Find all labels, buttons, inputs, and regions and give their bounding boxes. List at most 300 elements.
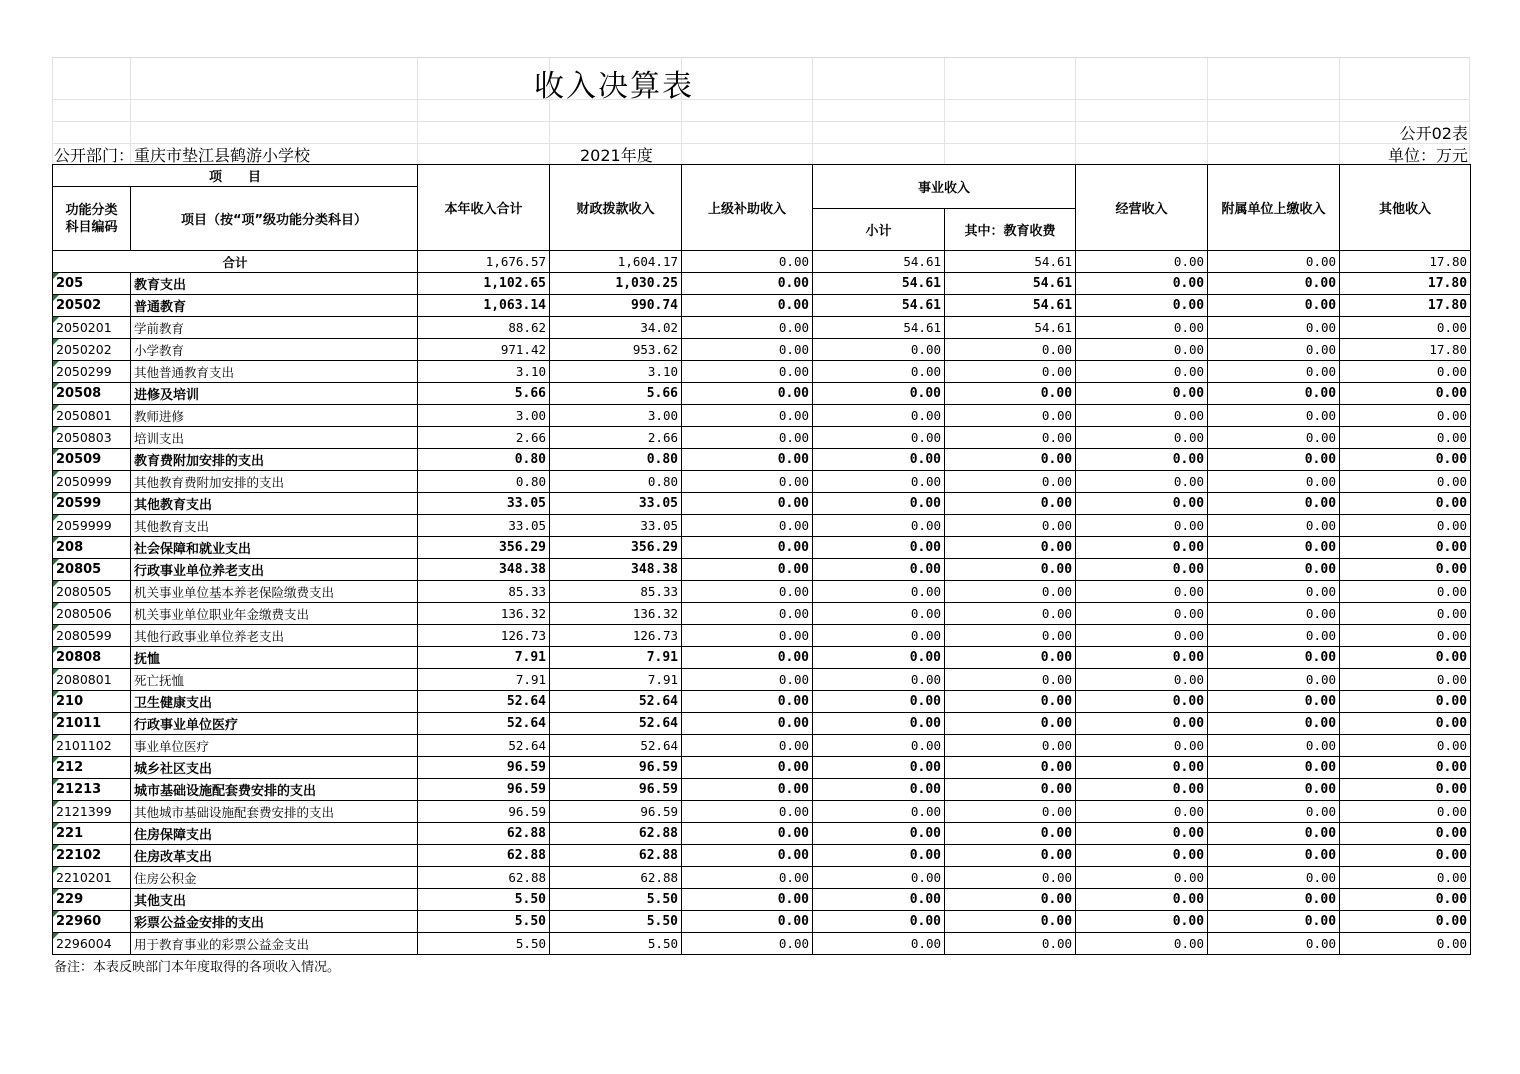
table-row	[53, 427, 1471, 449]
row-value: 0.00	[682, 691, 813, 713]
row-value: 0.00	[1076, 713, 1208, 735]
row-value: 0.00	[682, 911, 813, 933]
row-value: 0.00	[1208, 537, 1340, 559]
row-value: 3.00	[550, 405, 682, 427]
row-value: 0.00	[1208, 867, 1340, 889]
row-value: 0.00	[813, 515, 945, 537]
gridline	[1339, 58, 1340, 165]
row-value: 0.00	[682, 933, 813, 955]
row-code: 2050299	[53, 361, 131, 383]
row-value: 0.00	[1208, 361, 1340, 383]
row-value: 0.00	[1076, 735, 1208, 757]
row-value: 0.00	[945, 537, 1076, 559]
row-value: 0.00	[813, 867, 945, 889]
row-value: 0.00	[1340, 911, 1471, 933]
row-value: 0.00	[1340, 933, 1471, 955]
row-value: 0.00	[682, 383, 813, 405]
row-value: 0.00	[1208, 383, 1340, 405]
row-value: 0.00	[682, 515, 813, 537]
row-value: 0.00	[682, 779, 813, 801]
header-fiscal: 财政拨款收入	[550, 165, 682, 251]
row-value: 0.00	[813, 537, 945, 559]
row-value: 0.00	[1340, 779, 1471, 801]
row-value: 0.00	[682, 757, 813, 779]
header-education-fee: 其中：教育收费	[945, 209, 1076, 251]
row-value: 0.00	[813, 449, 945, 471]
gridline	[1207, 58, 1208, 165]
row-value: 3.10	[550, 361, 682, 383]
table-row	[53, 867, 1471, 889]
row-name: 小学教育	[131, 339, 418, 361]
row-value: 0.00	[1076, 691, 1208, 713]
row-value: 0.00	[945, 405, 1076, 427]
gridline	[52, 121, 1470, 122]
row-value: 7.91	[418, 647, 550, 669]
row-name: 彩票公益金安排的支出	[131, 911, 418, 933]
row-name: 机关事业单位职业年金缴费支出	[131, 603, 418, 625]
row-value: 96.59	[418, 757, 550, 779]
row-value: 33.05	[418, 515, 550, 537]
row-code: 21011	[53, 713, 131, 735]
table-row	[53, 273, 1471, 295]
row-value: 52.64	[418, 713, 550, 735]
row-name: 用于教育事业的彩票公益金支出	[131, 933, 418, 955]
row-code: 20508	[53, 383, 131, 405]
row-code: 2210201	[53, 867, 131, 889]
row-value: 0.00	[1208, 449, 1340, 471]
total-row	[53, 251, 1471, 273]
row-value: 54.61	[813, 317, 945, 339]
row-value: 348.38	[550, 559, 682, 581]
row-code: 22960	[53, 911, 131, 933]
row-code: 221	[53, 823, 131, 845]
row-value: 0.80	[418, 471, 550, 493]
row-value: 0.00	[1208, 339, 1340, 361]
row-value: 0.00	[1076, 405, 1208, 427]
table-row	[53, 317, 1471, 339]
row-value: 0.00	[1340, 845, 1471, 867]
row-value: 0.00	[682, 449, 813, 471]
row-value: 62.88	[550, 867, 682, 889]
row-value: 0.00	[1340, 823, 1471, 845]
row-value: 0.00	[1076, 867, 1208, 889]
row-code: 20502	[53, 295, 131, 317]
row-value: 0.00	[813, 647, 945, 669]
row-value: 0.00	[1076, 845, 1208, 867]
row-value: 5.50	[418, 889, 550, 911]
table-row	[53, 625, 1471, 647]
row-value: 1,102.65	[418, 273, 550, 295]
gridline	[944, 58, 945, 165]
row-value: 5.66	[418, 383, 550, 405]
row-value: 0.00	[945, 735, 1076, 757]
row-value: 2.66	[418, 427, 550, 449]
row-value: 54.61	[813, 295, 945, 317]
row-value: 1,063.14	[418, 295, 550, 317]
row-value: 0.00	[1208, 823, 1340, 845]
row-value: 0.00	[682, 845, 813, 867]
table-row	[53, 735, 1471, 757]
total-label: 合计	[53, 251, 418, 273]
row-value: 0.00	[945, 625, 1076, 647]
row-value: 0.00	[1076, 471, 1208, 493]
row-value: 0.00	[1076, 273, 1208, 295]
row-value: 0.00	[945, 515, 1076, 537]
row-value: 0.00	[1208, 603, 1340, 625]
row-value: 54.61	[945, 295, 1076, 317]
row-value: 0.00	[1208, 427, 1340, 449]
row-value: 0.80	[418, 449, 550, 471]
row-value: 0.00	[1076, 889, 1208, 911]
gridline	[1075, 58, 1076, 165]
row-value: 0.00	[1208, 273, 1340, 295]
row-value: 0.00	[682, 427, 813, 449]
row-value: 0.00	[682, 735, 813, 757]
row-value: 52.64	[550, 691, 682, 713]
row-value: 0.00	[682, 867, 813, 889]
table-row	[53, 361, 1471, 383]
row-value: 0.00	[1076, 779, 1208, 801]
row-value: 0.00	[945, 779, 1076, 801]
total-value: 0.00	[682, 251, 813, 273]
row-name: 其他普通教育支出	[131, 361, 418, 383]
row-name: 教育费附加安排的支出	[131, 449, 418, 471]
row-value: 356.29	[550, 537, 682, 559]
header-total: 本年收入合计	[418, 165, 550, 251]
row-value: 0.00	[1208, 581, 1340, 603]
row-value: 0.00	[1208, 669, 1340, 691]
table-row	[53, 471, 1471, 493]
header-name: 项目（按“项”级功能分类科目）	[131, 187, 418, 251]
table-row	[53, 801, 1471, 823]
row-value: 0.80	[550, 471, 682, 493]
header-superior: 上级补助收入	[682, 165, 813, 251]
row-value: 136.32	[550, 603, 682, 625]
row-value: 0.00	[813, 339, 945, 361]
row-value: 0.00	[813, 801, 945, 823]
row-value: 0.00	[682, 669, 813, 691]
row-value: 0.00	[1340, 713, 1471, 735]
gridline	[1469, 58, 1470, 165]
row-value: 0.00	[1076, 933, 1208, 955]
row-value: 0.00	[813, 845, 945, 867]
row-value: 348.38	[418, 559, 550, 581]
row-value: 62.88	[550, 823, 682, 845]
page-title: 收入决算表	[534, 69, 694, 104]
row-value: 0.00	[1208, 559, 1340, 581]
row-value: 0.00	[1340, 581, 1471, 603]
header-operating: 经营收入	[1076, 165, 1208, 251]
table-row	[53, 933, 1471, 955]
table-row	[53, 845, 1471, 867]
row-value: 0.00	[1208, 317, 1340, 339]
row-value: 126.73	[550, 625, 682, 647]
row-name: 死亡抚恤	[131, 669, 418, 691]
row-value: 0.00	[1208, 691, 1340, 713]
row-value: 0.00	[1340, 867, 1471, 889]
row-value: 52.64	[550, 735, 682, 757]
table-row	[53, 449, 1471, 471]
row-value: 0.00	[945, 339, 1076, 361]
row-value: 0.00	[813, 911, 945, 933]
row-value: 33.05	[550, 493, 682, 515]
table-row	[53, 889, 1471, 911]
unit-label: 单位：万元	[1387, 146, 1468, 165]
row-value: 96.59	[550, 779, 682, 801]
row-value: 0.00	[1076, 669, 1208, 691]
table-row	[53, 295, 1471, 317]
row-value: 0.00	[813, 669, 945, 691]
row-value: 54.61	[945, 317, 1076, 339]
row-value: 0.00	[945, 427, 1076, 449]
row-value: 5.50	[550, 889, 682, 911]
row-code: 210	[53, 691, 131, 713]
row-value: 0.00	[1076, 559, 1208, 581]
row-value: 96.59	[550, 757, 682, 779]
fiscal-year: 2021年度	[580, 146, 653, 165]
row-value: 126.73	[418, 625, 550, 647]
row-code: 205	[53, 273, 131, 295]
row-value: 0.00	[1076, 449, 1208, 471]
total-value: 0.00	[1076, 251, 1208, 273]
row-code: 2050202	[53, 339, 131, 361]
row-value: 0.00	[1340, 625, 1471, 647]
table-row	[53, 339, 1471, 361]
total-value: 17.80	[1340, 251, 1471, 273]
row-code: 20808	[53, 647, 131, 669]
header-affiliated: 附属单位上缴收入	[1208, 165, 1340, 251]
row-value: 0.00	[1076, 361, 1208, 383]
row-value: 0.00	[1208, 295, 1340, 317]
row-value: 0.00	[1076, 295, 1208, 317]
row-value: 0.00	[1076, 757, 1208, 779]
remark-note: 备注：本表反映部门本年度取得的各项收入情况。	[54, 960, 341, 975]
row-name: 社会保障和就业支出	[131, 537, 418, 559]
row-name: 抚恤	[131, 647, 418, 669]
row-code: 2296004	[53, 933, 131, 955]
row-value: 0.00	[1208, 405, 1340, 427]
row-value: 0.00	[945, 361, 1076, 383]
row-value: 0.00	[945, 823, 1076, 845]
row-value: 5.66	[550, 383, 682, 405]
row-value: 52.64	[418, 735, 550, 757]
row-value: 0.00	[1340, 801, 1471, 823]
row-value: 0.00	[1208, 493, 1340, 515]
row-value: 34.02	[550, 317, 682, 339]
row-name: 其他教育支出	[131, 515, 418, 537]
row-value: 0.00	[1208, 911, 1340, 933]
row-value: 0.00	[682, 581, 813, 603]
header-business: 事业收入	[813, 165, 1076, 209]
row-value: 85.33	[418, 581, 550, 603]
row-value: 7.91	[418, 669, 550, 691]
row-value: 0.00	[1076, 493, 1208, 515]
row-value: 0.00	[813, 383, 945, 405]
row-code: 2050999	[53, 471, 131, 493]
row-name: 教育支出	[131, 273, 418, 295]
row-value: 0.00	[945, 493, 1076, 515]
row-name: 事业单位医疗	[131, 735, 418, 757]
row-value: 0.00	[1076, 339, 1208, 361]
row-value: 356.29	[418, 537, 550, 559]
row-value: 0.00	[945, 603, 1076, 625]
row-value: 5.50	[418, 911, 550, 933]
row-value: 0.00	[945, 449, 1076, 471]
row-name: 行政事业单位养老支出	[131, 559, 418, 581]
row-value: 0.00	[1208, 647, 1340, 669]
row-code: 2121399	[53, 801, 131, 823]
row-name: 其他行政事业单位养老支出	[131, 625, 418, 647]
row-value: 17.80	[1340, 339, 1471, 361]
row-name: 其他支出	[131, 889, 418, 911]
row-code: 2101102	[53, 735, 131, 757]
row-value: 0.00	[682, 317, 813, 339]
row-value: 990.74	[550, 295, 682, 317]
row-value: 0.00	[1208, 625, 1340, 647]
row-code: 22102	[53, 845, 131, 867]
row-value: 0.00	[1076, 625, 1208, 647]
row-value: 0.00	[1340, 537, 1471, 559]
row-value: 96.59	[418, 801, 550, 823]
row-value: 5.50	[418, 933, 550, 955]
row-name: 行政事业单位医疗	[131, 713, 418, 735]
row-value: 0.00	[1076, 801, 1208, 823]
row-value: 0.00	[1208, 845, 1340, 867]
row-value: 62.88	[418, 845, 550, 867]
row-value: 0.00	[1208, 735, 1340, 757]
row-value: 0.00	[1076, 317, 1208, 339]
row-value: 0.00	[1076, 383, 1208, 405]
row-value: 0.00	[945, 845, 1076, 867]
gridline	[812, 58, 813, 165]
row-value: 62.88	[418, 867, 550, 889]
table-row	[53, 779, 1471, 801]
table-row	[53, 691, 1471, 713]
row-value: 0.00	[1208, 801, 1340, 823]
row-code: 21213	[53, 779, 131, 801]
table-row	[53, 647, 1471, 669]
row-code: 2080505	[53, 581, 131, 603]
row-value: 0.00	[1076, 647, 1208, 669]
table-row	[53, 515, 1471, 537]
row-value: 1,030.25	[550, 273, 682, 295]
row-value: 0.00	[1076, 515, 1208, 537]
row-value: 0.00	[945, 889, 1076, 911]
row-value: 0.00	[682, 471, 813, 493]
row-value: 0.00	[1340, 735, 1471, 757]
row-value: 0.00	[945, 669, 1076, 691]
table-row	[53, 823, 1471, 845]
row-value: 0.00	[813, 361, 945, 383]
row-value: 0.00	[1076, 427, 1208, 449]
total-value: 1,676.57	[418, 251, 550, 273]
header-subtotal: 小计	[813, 209, 945, 251]
row-code: 2050803	[53, 427, 131, 449]
row-value: 0.00	[945, 933, 1076, 955]
row-value: 62.88	[550, 845, 682, 867]
row-value: 0.00	[813, 823, 945, 845]
row-value: 0.00	[1076, 603, 1208, 625]
row-value: 0.00	[945, 713, 1076, 735]
row-value: 0.80	[550, 449, 682, 471]
row-value: 0.00	[945, 383, 1076, 405]
row-value: 52.64	[418, 691, 550, 713]
row-value: 52.64	[550, 713, 682, 735]
row-value: 0.00	[682, 405, 813, 427]
row-value: 0.00	[1340, 603, 1471, 625]
row-value: 3.10	[418, 361, 550, 383]
row-value: 0.00	[945, 911, 1076, 933]
row-value: 0.00	[1208, 471, 1340, 493]
row-value: 96.59	[550, 801, 682, 823]
row-value: 0.00	[813, 757, 945, 779]
table-row	[53, 603, 1471, 625]
row-value: 0.00	[945, 867, 1076, 889]
row-value: 54.61	[945, 273, 1076, 295]
income-table	[52, 164, 1471, 955]
row-value: 0.00	[1340, 471, 1471, 493]
row-value: 0.00	[1340, 493, 1471, 515]
row-code: 212	[53, 757, 131, 779]
row-value: 0.00	[1340, 361, 1471, 383]
row-value: 0.00	[813, 603, 945, 625]
row-value: 0.00	[813, 581, 945, 603]
total-value: 54.61	[945, 251, 1076, 273]
row-value: 0.00	[682, 537, 813, 559]
gridline	[52, 99, 1470, 100]
row-value: 136.32	[418, 603, 550, 625]
row-value: 54.61	[813, 273, 945, 295]
gridline	[52, 58, 53, 165]
table-row	[53, 713, 1471, 735]
row-value: 0.00	[1340, 449, 1471, 471]
department-label: 公开部门：重庆市垫江县鹤游小学校	[54, 146, 311, 165]
row-name: 其他教育费附加安排的支出	[131, 471, 418, 493]
row-value: 0.00	[1208, 779, 1340, 801]
row-name: 住房改革支出	[131, 845, 418, 867]
row-value: 0.00	[813, 713, 945, 735]
row-value: 85.33	[550, 581, 682, 603]
row-code: 2050801	[53, 405, 131, 427]
row-name: 普通教育	[131, 295, 418, 317]
table-row	[53, 493, 1471, 515]
row-value: 0.00	[682, 493, 813, 515]
row-value: 0.00	[813, 735, 945, 757]
row-value: 953.62	[550, 339, 682, 361]
row-name: 进修及培训	[131, 383, 418, 405]
row-value: 0.00	[682, 889, 813, 911]
table-row	[53, 383, 1471, 405]
row-code: 229	[53, 889, 131, 911]
row-value: 0.00	[1076, 911, 1208, 933]
row-code: 2059999	[53, 515, 131, 537]
header-code: 功能分类 科目编码	[53, 187, 131, 251]
row-value: 7.91	[550, 647, 682, 669]
row-name: 教师进修	[131, 405, 418, 427]
row-value: 0.00	[682, 801, 813, 823]
row-value: 0.00	[682, 559, 813, 581]
row-value: 0.00	[813, 691, 945, 713]
row-value: 0.00	[682, 823, 813, 845]
row-value: 0.00	[1076, 537, 1208, 559]
row-value: 0.00	[682, 713, 813, 735]
header-other: 其他收入	[1340, 165, 1471, 251]
row-value: 0.00	[1340, 757, 1471, 779]
table-row	[53, 405, 1471, 427]
row-value: 17.80	[1340, 295, 1471, 317]
row-value: 0.00	[813, 559, 945, 581]
row-value: 0.00	[1340, 515, 1471, 537]
